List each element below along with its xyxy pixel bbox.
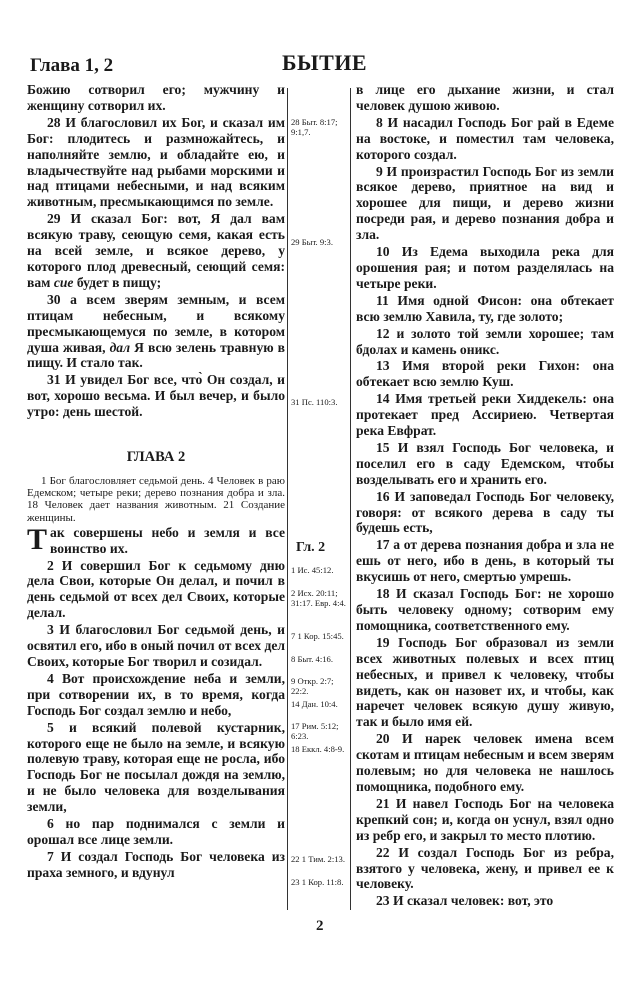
verse-1-31: 31 И увидел Бог все, что̀ Он создал, и вот, хорошо весьма. И был вечер, и было утро: день шестой. [27,372,285,420]
verse-text: будет в пищу; [76,274,162,290]
book-title-header: БЫТИЕ [282,50,368,75]
italic-word: сие [53,274,74,290]
left-text-column [27,82,285,882]
verse-2-16: 16 И заповедал Господь Бог человеку, говоря: от всякого дерева в саду ты будешь есть, [356,488,614,536]
verse-2-8: 8 И насадил Господь Бог рай в Едеме на востоке, и поместил там человека, которого создал. [356,114,614,162]
verse-2-14: 14 Имя третьей реки Хиддекель: она протекает пред Ассириею. Четвертая река Евфрат. [356,391,614,439]
chapter-2-summary: 1 Бог благословляет седьмой день. 4 Человек в раю Едемском; четыре реки; дерево познания добра и зла. 18 Человек дает названия животным. 21 Создание женщины. [27,474,285,524]
verse-2-23: 23 И сказал человек: вот, это [376,893,554,909]
verse-2-20: 20 И нарек человек имена всем скотам и птицам небесным и всем зверям полевым; но для человека не нашлось помощника, подобного ему. [356,731,614,794]
right-text-column [356,82,614,910]
verse-2-6: 6 но пар поднимался с земли и орошал все лице земли. [27,816,285,847]
verse-2-13: 13 Имя второй реки Гихон: она обтекает всю землю Куш. [356,358,614,390]
cross-ref: 29 Быт. 9:3. [291,237,333,247]
chapter-range-header: Глава 1, 2 [30,55,114,76]
verse-2-9: 9 И произрастил Господь Бог из земли всякое дерево, приятное на вид и хорошее для пищи, и дерево жизни посреди рая, и дерево познания добра и зла. [356,163,614,243]
verse-2-21: 21 И навел Господь Бог на человека крепкий сон; и, когда он уснул, взял одно из ребр его, и закрыл то место плотию. [356,795,614,843]
cross-ref: 2 Исх. 20:11; 31:17. Евр. 4:4. [291,588,346,608]
page-number: 2 [316,918,324,934]
cross-ref: 7 1 Кор. 15:45. [291,631,344,641]
verse-continuation: Божию сотворил его; мужчину и женщину сотворил их. [27,82,285,113]
verse-continuation: в лице его дыхание жизни, и стал человек душою живою. [356,82,614,113]
verse-2-7: 7 И создал Господь Бог человека из праха земного, и вдунул [27,848,285,880]
cross-ref: 23 1 Кор. 11:8. [291,877,344,887]
verse-1-30 [27,292,285,372]
cross-ref: 17 Рим. 5:12; 6:23. [291,721,339,741]
verse-text: 29 И сказал Бог: вот, Я дал вам всякую траву, сеющую семя, какая есть на всей земле, и всякое дерево, у которого плод древесный, сеющий семя: вам [27,211,285,290]
verse-2-19: 19 Господь Бог образовал из земли всех животных полевых и всех птиц небесных, и привел к человеку, чтобы видеть, как он назовет их, и чтобы, как наречет человек всякую душу живую, так и было имя ей. [356,634,614,730]
verse-2-1 [27,522,285,557]
verse-2-5: 5 и всякий полевой кустарник, которого еще не было на земле, и всякую полевую траву, которая еще не росла, ибо Господь Бог не посылал дождя на землю, и не было человека для возделывания земли, [27,719,285,815]
verse-2-17: 17 а от дерева познания добра и зла не ешь от него, ибо в день, в который ты вкусишь от него, смертью умрешь. [356,537,614,585]
verse-text: ак совершены небо и земля и все воинство их. [50,524,285,556]
verse-2-15: 15 И взял Господь Бог человека, и поселил его в саду Едемском, чтобы возделывать его и хранить его. [356,439,614,487]
verse-2-11: 11 Имя одной Фисон: она обтекает всю землю Хавила, ту, где золото; [356,292,614,324]
verse-text: 30 а всем зверям земным, и всем птицам небесным, и всякому пресмыкающемуся по земле, в котором душа живая, [27,291,285,355]
verse-2-18: 18 И сказал Господь Бог: не хорошо быть человеку одному; сотворим ему помощника, соответственного ему. [356,586,614,633]
verse-2-12: 12 и золото той земли хорошее; там бдолах и камень оникс. [356,325,614,357]
cross-ref: 18 Еккл. 4:8-9. [291,744,345,754]
chapter-2-ref-label: Гл. 2 [296,540,326,555]
verse-1-28: 28 И благословил их Бог, и сказал им Бог: плодитесь и размножайтесь, и наполняйте землю, и обладайте ею, и владычествуйте над рыбами морскими и над птицами небесными, и над всяким животным, пресмыкающимся по земле. [27,114,285,210]
cross-ref: 8 Быт. 4:16. [291,654,333,664]
cross-ref: 14 Дан. 10:4. [291,699,338,709]
drop-cap: Т [27,522,48,556]
verse-2-2: 2 И совершил Бог к седьмому дню дела Свои, которые Он делал, и почил в день седьмой от всех дел Своих, которые делал. [27,557,285,621]
cross-ref: 31 Пс. 110:3. [291,397,338,407]
verse-text: Я всю зелень травную в пищу. И стало так. [27,339,285,371]
verse-2-22: 22 И создал Господь Бог из ребра, взятого у человека, жену, и привел ее к человеку. [356,844,614,892]
italic-word: дал [109,339,131,355]
cross-ref: 28 Быт. 8:17; 9:1,7. [291,117,338,137]
cross-ref: 1 Ис. 45:12. [291,565,334,575]
verse-2-10: 10 Из Едема выходила река для орошения рая; и потом разделялась на четыре реки. [356,244,614,291]
column-divider-right [350,88,351,910]
chapter-2-heading: ГЛАВА 2 [126,449,186,466]
verse-2-3: 3 И благословил Бог седьмой день, и освятил его, ибо в оный почил от всех дел Своих, которые Бог творил и созидал. [27,622,285,669]
cross-ref: 22 1 Тим. 2:13. [291,854,345,864]
column-divider-left [287,88,288,910]
verse-1-29 [27,211,285,291]
cross-ref: 9 Откр. 2:7; 22:2. [291,676,334,696]
verse-2-4: 4 Вот происхождение неба и земли, при сотворении их, в то время, когда Господь Бог создал землю и небо, [27,670,285,718]
